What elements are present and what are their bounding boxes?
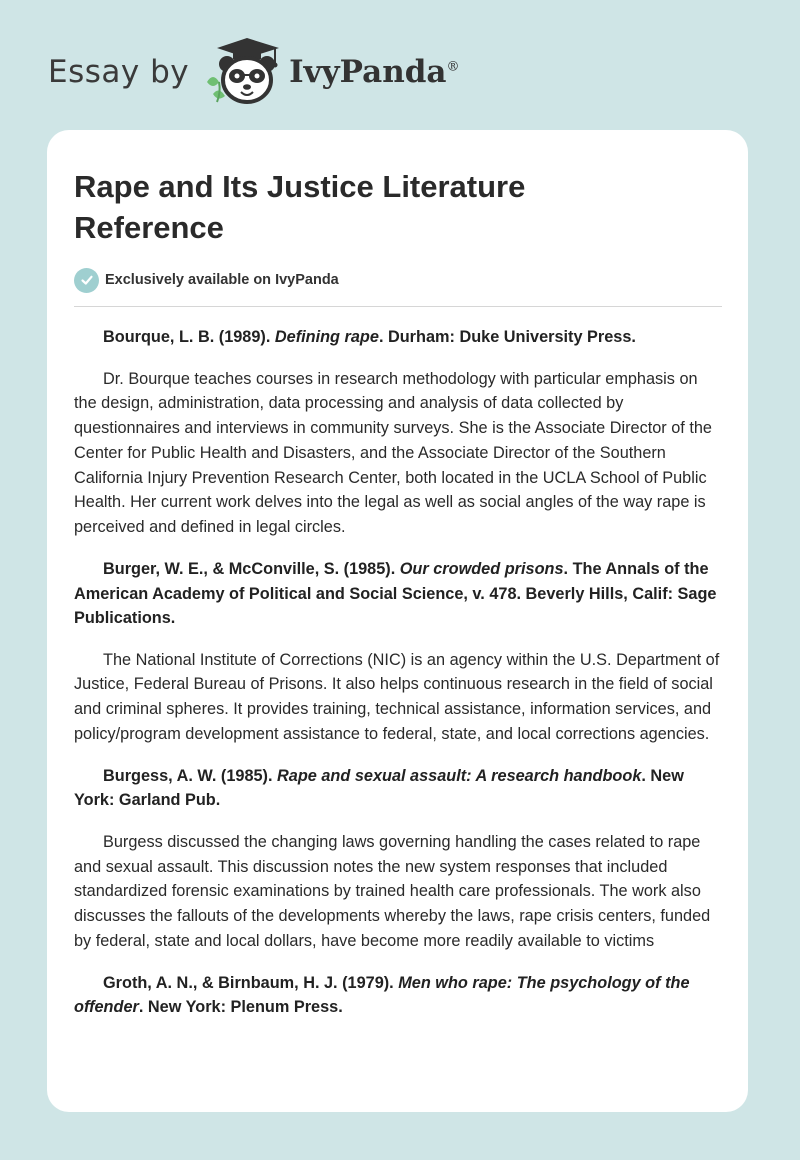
registered-mark: ® [446, 59, 460, 75]
panda-logo-icon[interactable] [199, 34, 285, 111]
essay-card [47, 130, 748, 1112]
reference-title: Defining rape [274, 328, 379, 346]
reference-summary: Burgess discussed the changing laws governing handling the cases related to rape and sexual assault. This discussion notes the new system responses that included standardized forensic examinations by trained health care professionals. The work also discusses the fallouts of the developments whereby the laws, rape crisis centers, funded by federal, state and local dollars, have become more readily available to victims [74, 832, 711, 950]
reference-citation: Bourque, L. B. (1989). Defining rape. Durham: Duke University Press. [103, 328, 636, 346]
site-header [48, 36, 460, 108]
reference-title: Our crowded prisons [399, 560, 564, 579]
brand-prefix: Essay by [48, 54, 190, 90]
divider [74, 306, 722, 307]
reference-citation: Groth, A. N., & Birnbaum, H. J. (1979). Men who rape: The psychology of the offender. New York: Plenum Press. [74, 973, 690, 1017]
badge-text: Exclusively available on IvyPanda [105, 272, 339, 288]
reference-summary: Dr. Bourque teaches courses in research methodology with particular emphasis on the design, administration, data processing and analysis of data collected by questionnaires and interviews in community surveys. She is the Associate Director of the Center for Public Health and Disasters, and the Associate Director of the Southern California Injury Prevention Research Center, both located in the UCLA School of Public Health. Her current work delves into the legal as well as social angles of the way rape is perceived and defined in legal circles. [74, 369, 712, 537]
checkmark-icon [74, 268, 99, 293]
reference-citation: Burgess, A. W. (1985). Rape and sexual assault: A research handbook. New York: Garland Pub. [74, 766, 684, 810]
brand-name[interactable]: IvyPanda® [289, 54, 460, 90]
reference-citation: Burger, W. E., & McConville, S. (1985). Our crowded prisons. The Annals of the American Academy of Political and Social Science, v. 478. Beverly Hills, Calif: Sage Publications. [74, 560, 717, 628]
page-title: Rape and Its Justice Literature Reference [74, 169, 526, 245]
reference-title: Men who rape: The psychology of the offender [74, 973, 690, 1017]
reference-title: Rape and sexual assault: A research handbook [277, 766, 642, 785]
reference-summary: The National Institute of Corrections (NIC) is an agency within the U.S. Department of Justice, Federal Bureau of Prisons. It also helps continuous research in the field of social and criminal spheres. It provides training, technical assistance, information services, and policy/program development assistance to federal, state, and local corrections agencies. [74, 650, 720, 743]
exclusive-badge [74, 266, 722, 294]
